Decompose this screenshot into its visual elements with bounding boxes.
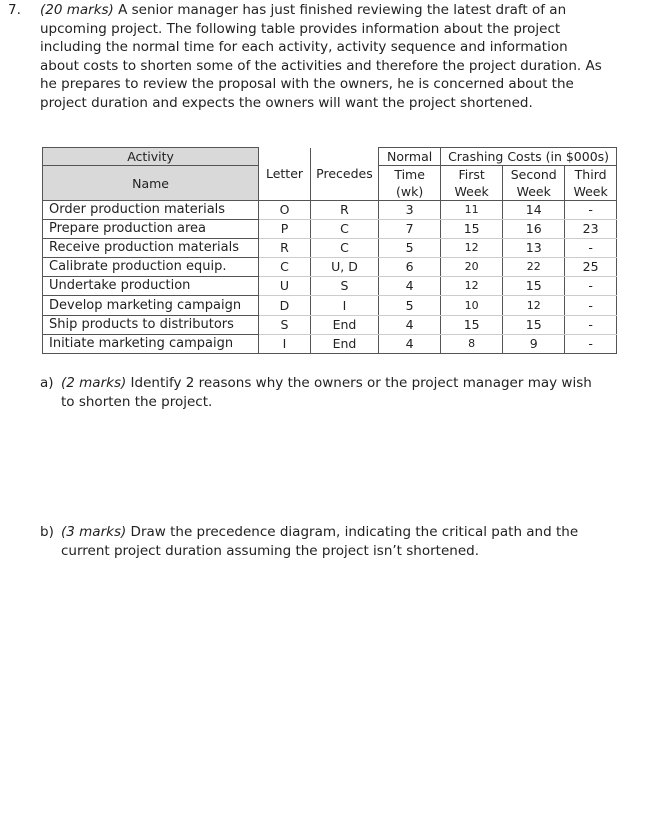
crash-second-week: 14 (503, 201, 565, 220)
crash-second-week: 9 (503, 334, 565, 353)
activity-precedes: S (310, 277, 378, 296)
activity-letter: D (259, 296, 311, 315)
activity-name: Ship products to distributors (43, 315, 259, 334)
activity-precedes: R (310, 201, 378, 220)
crash-second-week: 15 (503, 277, 565, 296)
activity-letter: C (259, 258, 311, 277)
part-a-label: a) (40, 375, 54, 391)
header-week-third: Week (565, 183, 617, 201)
header-week-second: Week (503, 183, 565, 201)
activity-time: 4 (379, 334, 441, 353)
header-wk: (wk) (379, 183, 441, 201)
part-b-text (61, 523, 600, 560)
header-row-1 (43, 148, 617, 166)
crash-third-week: - (565, 201, 617, 220)
question-marks: (20 marks) (40, 2, 114, 18)
header-precedes: Precedes (310, 148, 378, 201)
activity-letter: R (259, 239, 311, 258)
activity-precedes: End (310, 315, 378, 334)
part-a-text (61, 374, 600, 411)
crash-first-week: 10 (441, 296, 503, 315)
activity-time: 6 (379, 258, 441, 277)
table-row (43, 334, 617, 353)
crash-second-week: 15 (503, 315, 565, 334)
crash-second-week: 22 (503, 258, 565, 277)
question-text (40, 1, 608, 112)
activity-name: Prepare production area (43, 220, 259, 239)
activity-precedes: C (310, 220, 378, 239)
header-activity: Activity (43, 148, 259, 166)
table-row (43, 258, 617, 277)
header-normal: Normal (379, 148, 441, 166)
table-row (43, 296, 617, 315)
activity-time: 5 (379, 239, 441, 258)
activity-name: Undertake production (43, 277, 259, 296)
part-b-question: Draw the precedence diagram, indicating the critical path and the current project duration assuming the project isn’t shortened. (61, 524, 579, 559)
crash-first-week: 12 (441, 239, 503, 258)
crash-third-week: 25 (565, 258, 617, 277)
header-name: Name (43, 166, 259, 201)
activity-table (42, 147, 617, 354)
activity-time: 7 (379, 220, 441, 239)
activity-letter: S (259, 315, 311, 334)
activity-letter: U (259, 277, 311, 296)
question-number: 7. (8, 2, 21, 18)
crash-second-week: 13 (503, 239, 565, 258)
header-second: Second (503, 166, 565, 184)
crash-second-week: 16 (503, 220, 565, 239)
part-a-marks: (2 marks) (61, 375, 127, 391)
part-a-question: Identify 2 reasons why the owners or the project manager may wish to shorten the project. (61, 375, 592, 410)
question-7 (8, 1, 648, 112)
crash-second-week: 12 (503, 296, 565, 315)
crash-third-week: - (565, 334, 617, 353)
activity-time: 5 (379, 296, 441, 315)
header-third: Third (565, 166, 617, 184)
activity-name: Order production materials (43, 201, 259, 220)
header-first: First (441, 166, 503, 184)
activity-letter: P (259, 220, 311, 239)
activity-time: 3 (379, 201, 441, 220)
crash-first-week: 15 (441, 315, 503, 334)
crash-third-week: 23 (565, 220, 617, 239)
activity-name: Develop marketing campaign (43, 296, 259, 315)
header-crashing-costs: Crashing Costs (in $000s) (441, 148, 617, 166)
crash-third-week: - (565, 239, 617, 258)
table-row (43, 315, 617, 334)
activity-name: Initiate marketing campaign (43, 334, 259, 353)
activity-name: Calibrate production equip. (43, 258, 259, 277)
header-week-first: Week (441, 183, 503, 201)
activity-letter: I (259, 334, 311, 353)
activity-precedes: U, D (310, 258, 378, 277)
part-a (40, 374, 600, 411)
activity-name: Receive production materials (43, 239, 259, 258)
part-b-label: b) (40, 524, 54, 540)
activity-time: 4 (379, 277, 441, 296)
question-description: A senior manager has just finished reviewing the latest draft of an upcoming project. The following table provides information about the project including the normal time for each activity, activity sequence and information about costs to shorten some of the activities and therefore the project duration. As he prepares to review the proposal with the owners, he is concerned about the project duration and expects the owners will want the project shortened. (40, 2, 602, 111)
table-row (43, 201, 617, 220)
header-letter: Letter (259, 148, 311, 201)
table-row (43, 239, 617, 258)
crash-first-week: 8 (441, 334, 503, 353)
crash-first-week: 12 (441, 277, 503, 296)
part-b (40, 523, 600, 560)
header-time: Time (379, 166, 441, 184)
activity-time: 4 (379, 315, 441, 334)
crash-third-week: - (565, 277, 617, 296)
crash-first-week: 11 (441, 201, 503, 220)
activity-precedes: End (310, 334, 378, 353)
activity-precedes: I (310, 296, 378, 315)
part-b-marks: (3 marks) (61, 524, 127, 540)
crash-third-week: - (565, 296, 617, 315)
activity-precedes: C (310, 239, 378, 258)
crash-third-week: - (565, 315, 617, 334)
table-row (43, 277, 617, 296)
crash-first-week: 15 (441, 220, 503, 239)
crash-first-week: 20 (441, 258, 503, 277)
table-row (43, 220, 617, 239)
activity-letter: O (259, 201, 311, 220)
